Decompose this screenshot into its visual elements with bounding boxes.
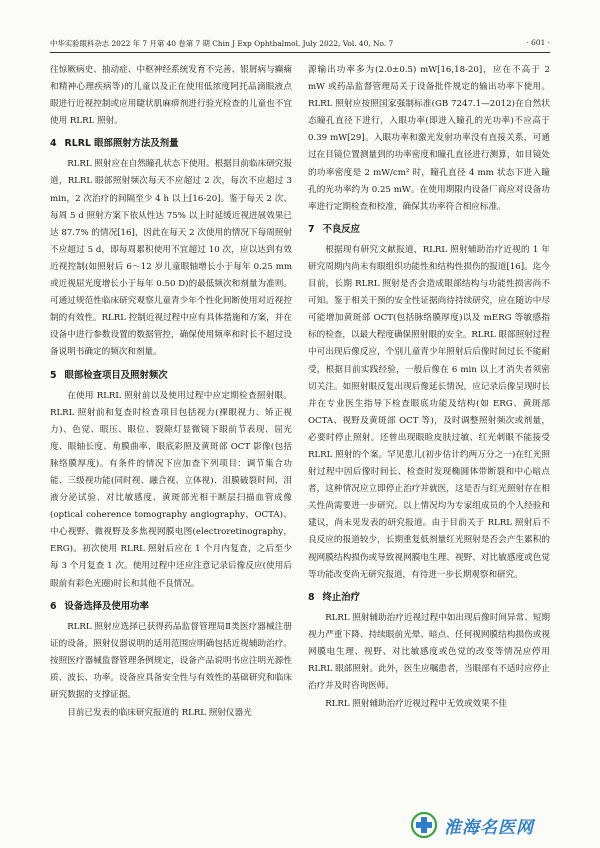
section-6-paragraph-2: 目前已发表的临床研究报道的 RLRL 照射仪器光 xyxy=(67,708,252,719)
section-5-title: 眼部检查项目及照射频次 xyxy=(64,369,168,381)
cross-logo-icon xyxy=(410,811,438,839)
section-7-heading xyxy=(308,223,550,237)
section-4-title: RLRL 眼部照射方法及剂量 xyxy=(64,138,179,150)
section-7-number: 7 xyxy=(308,223,315,235)
section-8-paragraph-2: RLRL 照射辅助治疗近视过程中无效或效果不佳 xyxy=(325,699,507,710)
journal-citation: 中华实验眼科杂志 2022 年 7 月第 40 卷第 7 期 Chin J Exp Ophthalmol, July 2022, Vol. 40, No. 7 xyxy=(50,39,394,48)
left-column xyxy=(50,62,292,723)
section-8-heading xyxy=(308,591,550,605)
page-number: · 601 · xyxy=(526,38,550,47)
section-8-title: 终止治疗 xyxy=(322,591,361,603)
section-4-heading xyxy=(50,137,292,151)
section-7-paragraph: 根据现有研究文献报道，RLRL 照射辅助治疗近视的 1 年研究周期内尚未有眼组织功能性和结构性损伤的报道[16]。迄今目前，长期 RLRL 照射是否会造成眼部结构与功能性损害尚不可知。鉴于相关干预的安全性证据尚待持续研究，应在随访中尽可能增加黄斑部 OCT(包括脉络膜厚度)以及 mERG 等敏感指标的检查，以最大程度确保照射眼的安全。RLRL 眼部照射过程中可出现后像反应，个别儿童青少年照射后后像时间过长不能耐受，根据目前实践经验，一般后像在 6 min 以上才消失者须密切关注。如照射眼反复出现后像延长情况，应记录后像呈现时长并在专业医生指导下检查眼底功能及结构(如 ERG、黄斑部 OCTA、视野及黄斑部 OCT 等)，及时调整照射频次或剂量，必要时停止照射。还曾出现眼睑皮肤过敏、红光刺眼不能接受 RLRL 照射的个案。罕见患儿(初步估计约两万分之一)在红光照射过程中因后像时间长、检查时发现椭圆体带断裂和中心暗点者，这种情况应立即停止治疗并就医，这是否与红光照射存在相关性尚需要进一步研究。以上情况均为专家组成员的个人经验和建议，尚未见发表的研究报道。由于目前关于 RLRL 照射后不良反应的报道较少，长期重复低剂量红光照射是否会产生累积的视网膜结构损伤或导致视网膜电生理、视野、对比敏感度或色觉等功能改变尚无研究报道，有待进一步长期观察和研究。 xyxy=(308,244,550,580)
continued-paragraph: 源输出功率多为(2.0±0.5) mW[16,18-20]，应在不高于 2 mW 或药品监督管理局关于设备批件规定的输出功率下使用。RLRL 照射应按照国家强制标准(GB 7247.1—2012)在自然状态瞳孔直径下进行，入眼功率(即进入瞳孔的光功率)不应高于 0.39 mW[29]。入眼功率和激光发射功率没有直接关系，可通过在目镜位置测量到的功率密度和瞳孔直径进行测算，如目镜处的功率密度是 2 mW/cm² 时，瞳孔直径 4 mm 状态下进入瞳孔的光功率约为 0.25 mW。在使用期限内设备厂商应对设备功率进行定期检查和校准，确保其功率符合相应标准。 xyxy=(308,65,550,212)
section-6-number: 6 xyxy=(50,600,57,612)
section-6-paragraph-1: RLRL 照射应选择已获得药品监督管理局Ⅱ类医疗器械注册证的设备，照射仪器说明的适用范围应明确包括近视辅助治疗。按照医疗器械监督管理条例规定，设备产品说明书应注明光源性质、波长、功率。设备应具备安全性与有效性的基础研究和临床研究数据的支撑证据。 xyxy=(50,621,292,700)
watermark-text: 淮海名医网 xyxy=(444,817,534,838)
section-7-title: 不良反应 xyxy=(322,223,361,235)
section-8-paragraph-1: RLRL 照射辅助治疗近视过程中如出现后像时间异常、短期视力严重下降、持续眼前光晕、暗点、任何视网膜结构损伤或视网膜电生理、视野、对比敏感度或色觉的改变等情况应停用 RLRL 眼部照射。此外，医生应嘱患者，当眼部有不适时应停止治疗并及时咨询医师。 xyxy=(308,612,550,692)
intro-paragraph: 往惊厥病史、抽动症、中枢神经系统发育不完善、银屑病与癫痫和精神心理疾病等)的儿童以及正在使用低浓度阿托品滴眼液点眼进行近视控制或应用睫状肌麻痹剂进行验光检查的儿童也不宜使用 RLRL 照射。 xyxy=(50,65,292,127)
section-4-paragraph: RLRL 照射应在自然瞳孔状态下使用。根据目前临床研究报道，RLRL 眼部照射频次每天不应超过 2 次，每次不应超过 3 min，2 次治疗的间隔至少 4 h 以上[16-20]。鉴于每天 2 次、每周 5 d 照射方案下依从性达 75% 以上时延缓近视进展效果已达 87.7% 的情况[16]，因此在每天 2 次使用的情况下每周照射不应超过 5 d，即每周累积使用不宜超过 10 次，应以达到有效近视控制(如照射后 6～12 岁儿童眼轴增长小于每年 0.25 mm 或近视屈光度增长小于每年 0.50 D)的最低频次和剂量为准则。可通过规范性临床研究观察儿童青少年个性化间断使用对近视控制的有效性。RLRL 控制近视过程中应有具体措施和方案，并在设备中进行参数设置的数据管控，确保使用频率和时长不超过设备说明书确定的频次和剂量。 xyxy=(50,159,292,358)
site-watermark xyxy=(410,810,534,840)
header-rule xyxy=(50,52,550,53)
section-6-title: 设备选择及使用功率 xyxy=(64,600,149,612)
section-6-heading xyxy=(50,600,292,614)
section-5-number: 5 xyxy=(50,369,57,381)
section-4-number: 4 xyxy=(50,138,57,150)
section-5-heading xyxy=(50,369,292,383)
section-8-number: 8 xyxy=(308,591,315,603)
section-5-paragraph: 在使用 RLRL 照射前以及使用过程中应定期检查照射眼。RLRL 照射前和复查时检查项目包括视力(裸眼视力、矫正视力)、色觉、眼压、眼位、裂隙灯显微镜下眼前节表现、屈光度、眼轴长度、角膜曲率、眼底彩照及黄斑部 OCT 影像(包括脉络膜厚度)。有条件的情况下应加查下列项目：调节集合功能、三级视功能(同时视、融合视、立体视)、泪膜破裂时间、泪液分泌试验、对比敏感度、黄斑部光相干断层扫描血管成像(optical coherence tomography angiography，OCTA)、中心视野、微视野及多焦视网膜电图(electroretinography，ERG)。初次使用 RLRL 照射后应在 1 个月内复查，之后至少每 3 个月复查 1 次。使用过程中还应注意记录后像反应(使用后眼前有彩色光圈)时长和其他不良情况。 xyxy=(50,390,292,589)
right-column xyxy=(308,62,550,714)
